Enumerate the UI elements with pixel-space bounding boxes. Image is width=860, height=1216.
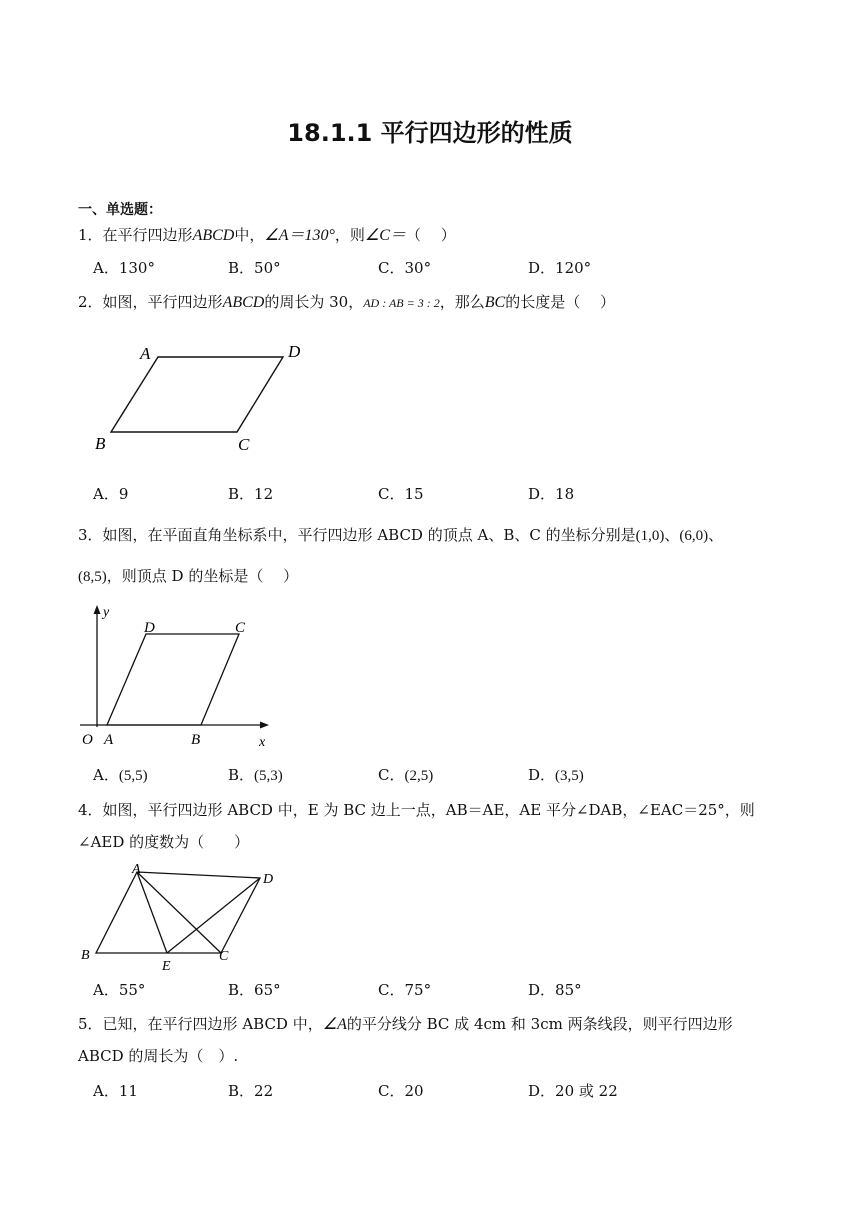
- q4-label-d: D: [263, 872, 274, 887]
- q4-option-c[interactable]: C．75°: [378, 981, 432, 999]
- q3-coord-c: (8,5): [78, 569, 107, 585]
- q2-number: 2．: [78, 293, 103, 311]
- section-heading: 一、单选题：: [78, 202, 162, 218]
- q4-label-e: E: [162, 959, 171, 972]
- q3-option-c[interactable]: [378, 765, 433, 786]
- q4-segment-ac: [137, 872, 221, 953]
- q2-label-b: B: [95, 434, 106, 453]
- q5-text-a: 已知，在平行四边形 ABCD 中，: [102, 1015, 323, 1033]
- q2-label-d: D: [288, 342, 301, 361]
- q4-parallelogram: [96, 872, 260, 953]
- question-5-line-2: ABCD 的周长为（ ）.: [78, 1047, 239, 1065]
- q2-label-c: C: [238, 435, 250, 454]
- q3-option-d-value: (3,5): [555, 768, 584, 784]
- q3-label-y: y: [103, 605, 110, 620]
- q1-text-g: （ ）: [405, 226, 456, 244]
- question-5-line-1: [78, 1014, 733, 1035]
- q2-text-g: 的长度是（ ）: [505, 293, 615, 311]
- q3-label-o: O: [82, 732, 93, 748]
- q4-parallelogram-figure: [78, 860, 283, 972]
- q5-option-c[interactable]: C．20: [378, 1082, 424, 1100]
- q1-option-d[interactable]: D．120°: [528, 259, 592, 277]
- question-4-line-1: [78, 800, 755, 820]
- q3-option-a-value: (5,5): [118, 768, 148, 784]
- q1-text-e: ，则: [334, 226, 365, 244]
- q2-option-c[interactable]: C．15: [378, 485, 424, 503]
- q2-parallelogram-figure: [88, 335, 318, 460]
- q4-segment-ed: [167, 878, 260, 953]
- q4-label-c: C: [219, 949, 229, 964]
- q2-text-e: ，那么: [439, 293, 485, 311]
- q2-label-a: A: [140, 344, 151, 363]
- q2-text-c: 的周长为 30，: [264, 293, 364, 311]
- q3-option-a-letter: A．: [93, 766, 119, 784]
- q2-text-a: 如图，平行四边形: [102, 293, 223, 311]
- q4-segment-ae: [137, 872, 167, 953]
- q1-math-angle-a: ∠A＝130°: [264, 227, 335, 244]
- q3-label-x: x: [259, 735, 266, 750]
- q5-number: 5．: [78, 1015, 103, 1033]
- q3-y-axis-arrow: [94, 605, 101, 614]
- q3-number: 3．: [78, 526, 103, 544]
- q3-label-d: D: [144, 620, 155, 636]
- q3-option-b-value: (5,3): [254, 768, 283, 784]
- q1-math-angle-c: ∠C＝: [364, 227, 406, 244]
- q4-text-1: 如图，平行四边形 ABCD 中，E 为 BC 边上一点，AB＝AE，AE 平分∠DAB，∠EAC＝25°，则: [102, 801, 755, 819]
- question-3-line-2: [78, 566, 298, 587]
- q1-number: 1．: [78, 226, 103, 244]
- q3-option-a[interactable]: [93, 765, 148, 786]
- q3-coord-b: (6,0): [679, 528, 709, 544]
- q1-option-c[interactable]: C．30°: [378, 259, 432, 277]
- q4-label-a: A: [132, 862, 141, 877]
- q3-separator-2: 、: [708, 526, 724, 544]
- q3-parallelogram: [107, 634, 239, 725]
- q5-option-b[interactable]: B．22: [228, 1082, 274, 1100]
- q3-option-c-letter: C．: [378, 766, 405, 784]
- q4-option-a[interactable]: A．55°: [93, 981, 146, 999]
- q3-label-b: B: [191, 732, 201, 748]
- q4-number: 4．: [78, 801, 103, 819]
- q2-option-d[interactable]: D．18: [528, 485, 575, 503]
- q2-option-a[interactable]: A．9: [93, 485, 129, 503]
- q3-coordinate-figure: [78, 603, 278, 751]
- q2-math-abcd: ABCD: [222, 294, 265, 311]
- q1-text-a: 在平行四边形: [102, 226, 193, 244]
- q5-option-d[interactable]: D．20 或 22: [528, 1082, 618, 1100]
- q2-math-bc: BC: [484, 294, 506, 311]
- q4-option-b[interactable]: B．65°: [228, 981, 281, 999]
- q3-option-d-letter: D．: [528, 766, 556, 784]
- q3-text-2: ，则顶点 D 的坐标是（ ）: [106, 567, 299, 585]
- q1-option-a[interactable]: A．130°: [93, 259, 155, 277]
- q3-x-axis-arrow: [260, 722, 269, 729]
- q4-label-b: B: [81, 948, 90, 963]
- q3-separator-1: 、: [664, 526, 680, 544]
- q3-option-b-letter: B．: [228, 766, 255, 784]
- question-4-line-2: ∠AED 的度数为（ ）: [78, 833, 250, 851]
- q3-label-c: C: [235, 620, 246, 636]
- page-title: 18.1.1 平行四边形的性质: [287, 119, 573, 147]
- q2-parallelogram: [111, 357, 283, 432]
- q3-text: 如图，在平面直角坐标系中，平行四边形 ABCD 的顶点 A、B、C 的坐标分别是: [102, 526, 636, 544]
- q3-option-d[interactable]: [528, 765, 584, 786]
- question-3-line-1: [78, 525, 723, 546]
- q1-math-abcd: ABCD: [192, 227, 235, 244]
- q5-text-c: 的平分线分 BC 成 4cm 和 3cm 两条线段，则平行四边形: [346, 1015, 733, 1033]
- q3-coord-a: (1,0): [635, 528, 665, 544]
- question-1: [78, 225, 456, 246]
- q3-label-a: A: [104, 732, 114, 748]
- q2-math-ratio: AD : AB = 3 : 2: [363, 296, 440, 310]
- q5-math-angle-a: ∠A: [322, 1016, 347, 1033]
- q2-option-b[interactable]: B．12: [228, 485, 274, 503]
- q1-option-b[interactable]: B．50°: [228, 259, 281, 277]
- q3-option-c-value: (2,5): [404, 768, 434, 784]
- q4-option-d[interactable]: D．85°: [528, 981, 582, 999]
- q5-option-a[interactable]: A．11: [93, 1082, 138, 1100]
- q1-text-c: 中，: [234, 226, 265, 244]
- q3-option-b[interactable]: [228, 765, 283, 786]
- question-2: [78, 292, 615, 313]
